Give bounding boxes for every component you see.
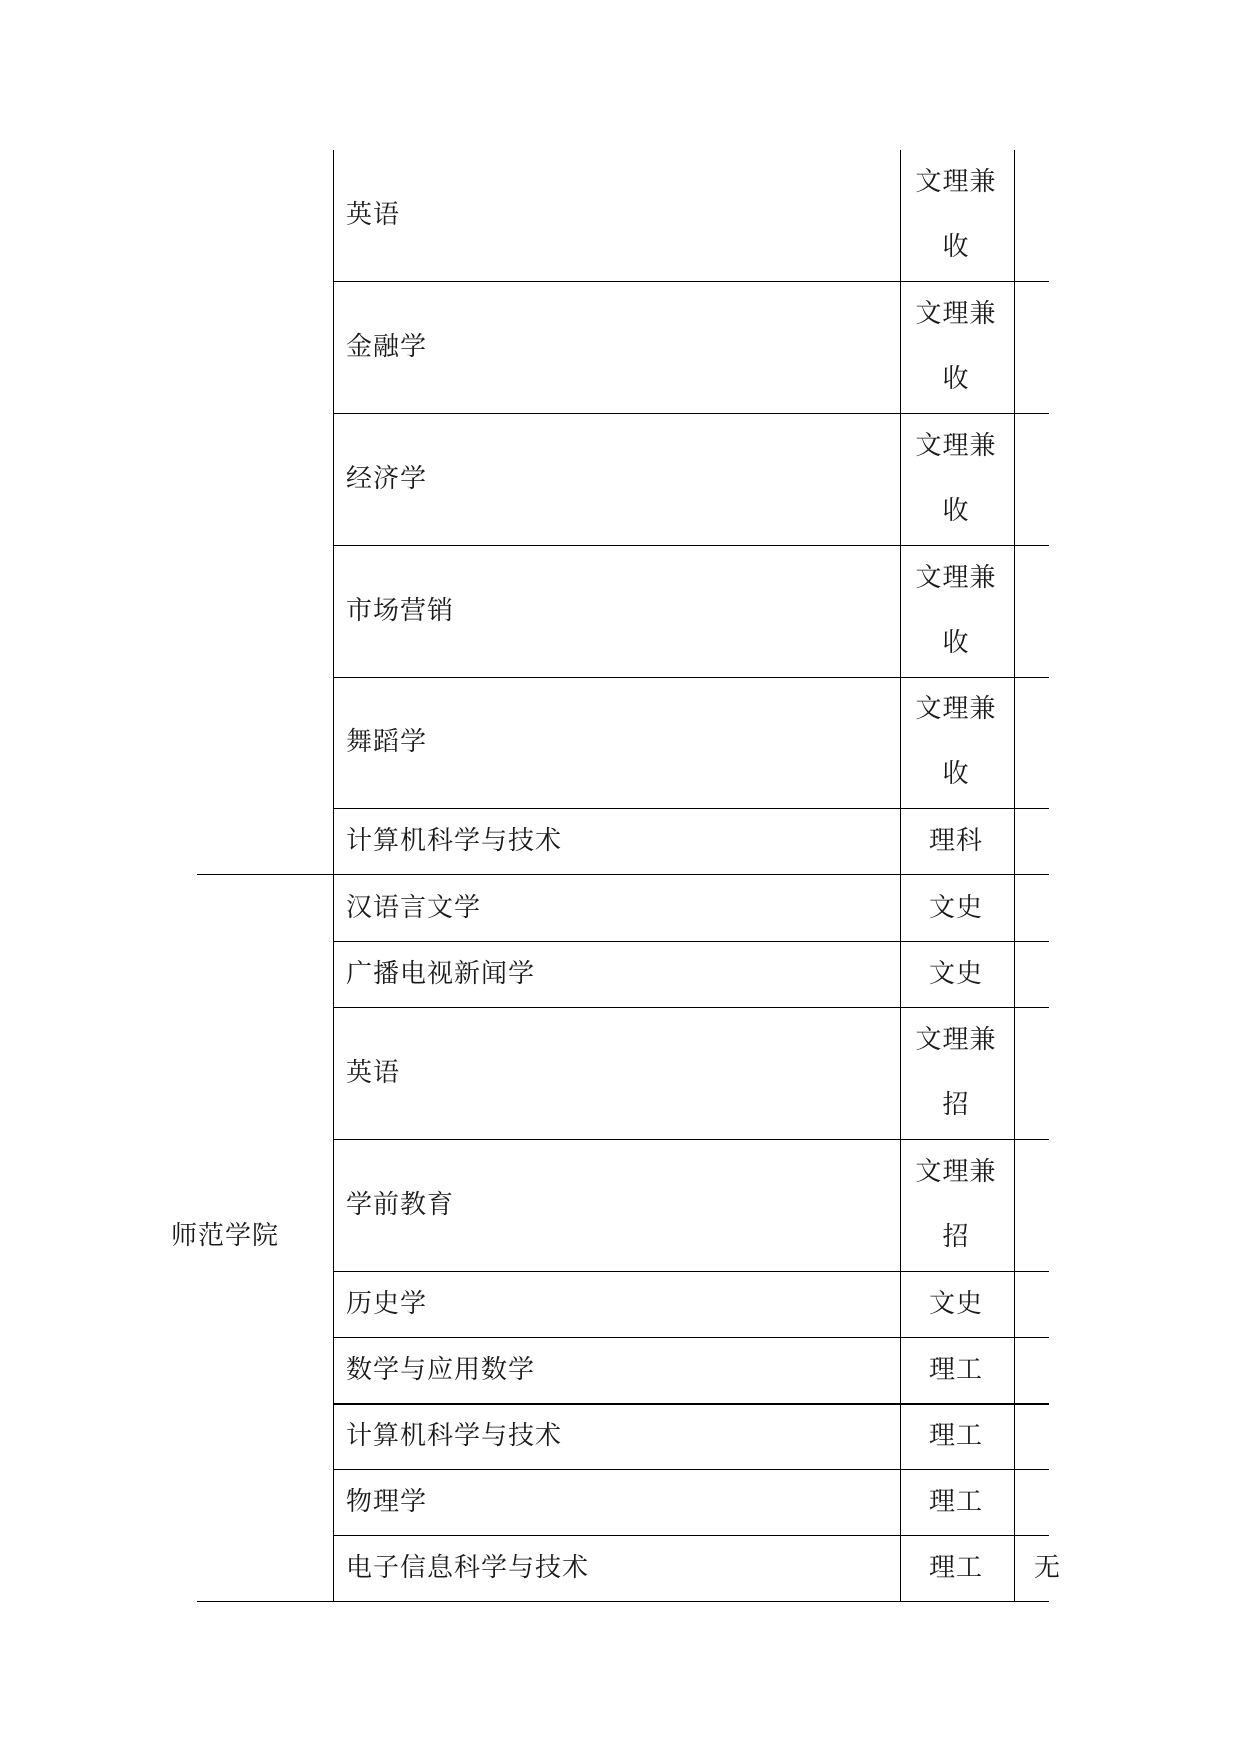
major-cell: 物理学	[346, 1487, 428, 1517]
row-divider	[333, 1403, 1049, 1405]
major-cell: 历史学	[346, 1289, 428, 1319]
row-divider	[333, 677, 1049, 678]
category-line-2: 招	[942, 1090, 970, 1120]
major-cell: 金融学	[346, 332, 428, 362]
category-line-1: 文理兼	[915, 167, 997, 197]
category-cell	[903, 563, 1009, 658]
major-cell: 数学与应用数学	[346, 1355, 536, 1385]
category-cell	[903, 431, 1009, 526]
category-cell: 理工	[928, 1355, 983, 1385]
section-divider	[197, 874, 1049, 875]
major-cell: 计算机科学与技术	[346, 826, 563, 856]
category-line-2: 收	[942, 232, 970, 262]
row-divider	[333, 1469, 1049, 1470]
category-line-2: 收	[942, 496, 970, 526]
category-cell: 理工	[928, 1553, 983, 1583]
category-line-2: 收	[942, 759, 970, 789]
table-border-right-category	[1014, 150, 1015, 1601]
row-divider	[333, 1007, 1049, 1008]
table-border-left-major	[333, 150, 334, 1601]
category-cell: 文史	[928, 1289, 983, 1319]
row-divider	[333, 1337, 1049, 1338]
category-cell: 文史	[928, 893, 983, 923]
major-cell: 电子信息科学与技术	[346, 1553, 590, 1583]
row-divider	[333, 281, 1049, 282]
category-cell	[903, 299, 1009, 394]
category-cell: 理科	[928, 826, 983, 856]
table-border-left-category	[900, 150, 901, 1601]
major-cell: 广播电视新闻学	[346, 959, 536, 989]
category-cell	[903, 694, 1009, 789]
major-cell: 市场营销	[346, 596, 455, 626]
row-divider	[333, 1271, 1049, 1272]
major-cell: 经济学	[346, 464, 428, 494]
row-divider	[333, 1535, 1049, 1536]
category-cell: 文史	[928, 959, 983, 989]
major-cell: 英语	[346, 200, 401, 230]
next-column-fragment: 无	[1034, 1553, 1061, 1583]
category-cell	[903, 1025, 1009, 1120]
category-line-2: 收	[942, 364, 970, 394]
category-line-2: 招	[942, 1222, 970, 1252]
table-bottom-border	[197, 1601, 1049, 1602]
major-cell: 学前教育	[346, 1190, 455, 1220]
college-name: 师范学院	[171, 1221, 280, 1251]
category-cell	[903, 1157, 1009, 1252]
row-divider	[333, 941, 1049, 942]
row-divider	[333, 413, 1049, 414]
row-divider	[333, 545, 1049, 546]
category-line-1: 文理兼	[915, 1025, 997, 1055]
category-line-1: 文理兼	[915, 563, 997, 593]
row-divider	[333, 1139, 1049, 1140]
category-line-1: 文理兼	[915, 694, 997, 724]
row-divider	[333, 808, 1049, 809]
major-cell: 舞蹈学	[346, 727, 428, 757]
category-line-1: 文理兼	[915, 431, 997, 461]
college-name-cell	[171, 1221, 335, 1253]
category-line-1: 文理兼	[915, 1157, 997, 1187]
major-cell: 汉语言文学	[346, 893, 482, 923]
category-cell: 理工	[928, 1487, 983, 1517]
major-cell: 计算机科学与技术	[346, 1421, 563, 1451]
category-line-1: 文理兼	[915, 299, 997, 329]
category-cell	[903, 167, 1009, 262]
category-cell: 理工	[928, 1421, 983, 1451]
category-line-2: 收	[942, 628, 970, 658]
major-cell: 英语	[346, 1058, 401, 1088]
